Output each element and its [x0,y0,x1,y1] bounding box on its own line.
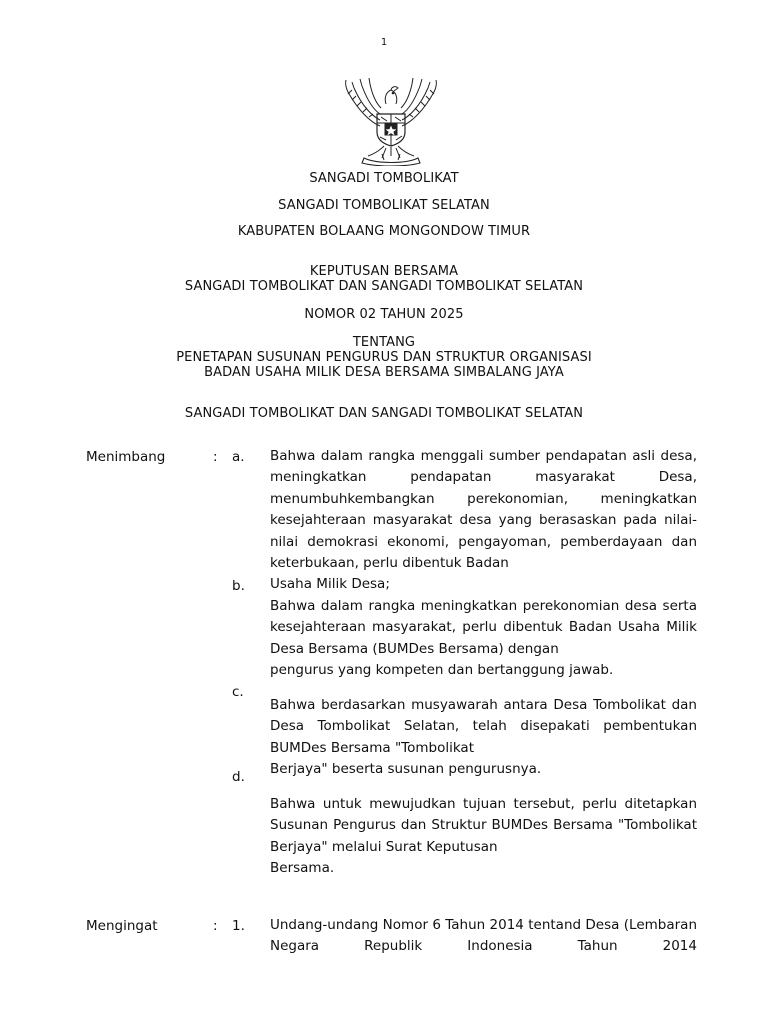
header-line-1: SANGADI TOMBOLIKAT [309,171,459,186]
decree-number: NOMOR 02 TAHUN 2025 [304,307,464,322]
item-marker-a: a. [232,449,245,465]
paragraph-line: Bersama "Tombolikat Berjaya" melalui Surat Keputusan [270,817,697,855]
paragraph-line: (Lembaran Negara Republik Indonesia Tahun 2014 [270,917,697,955]
menimbang-paragraph-d [270,794,697,901]
paragraph-line: ditetapkan Susunan Pengurus dan Struktur BUMDes [270,796,697,834]
item-marker-c: c. [232,684,244,700]
subject-line-1: PENETAPAN SUSUNAN PENGURUS DAN STRUKTUR ORGANISASI [176,350,592,365]
section-colon: : [213,918,218,934]
decree-subtitle: SANGADI TOMBOLIKAT DAN SANGADI TOMBOLIKAT SELATAN [184,279,584,294]
item-marker-d: d. [232,769,245,785]
section-label-menimbang: Menimbang [86,449,166,465]
paragraph-line: menumbuhkembangkan perekonomian, meningkatkan [270,490,697,507]
garuda-pancasila-emblem [340,74,442,166]
header-line-2: SANGADI TOMBOLIKAT SELATAN [278,198,490,213]
paragraph-line: Undang-undang Nomor 6 Tahun 2014 tentand Desa [270,917,620,933]
paragraph-line: disepakati pembentukan BUMDes Bersama "Tombolikat [270,718,697,756]
paragraph-line: Bahwa untuk mewujudkan tujuan tersebut, perlu [270,796,618,812]
mengingat-paragraph-1 [270,915,697,979]
header-line-3: KABUPATEN BOLAANG MONGONDOW TIMUR [237,224,531,239]
paragraph-line: Bahwa berdasarkan musyawarah antara Desa [270,697,588,713]
subject-line-2: BADAN USAHA MILIK DESA BERSAMA SIMBALANG JAYA [204,365,564,380]
paragraph-line: Bahwa dalam rangka meningkatkan perekonomian desa [270,598,658,614]
paragraph-line: pemberdayaan dan keterbukaan, perlu dibentuk Badan [270,533,697,572]
page-number: 1 [380,37,388,48]
paragraph-line: kesejahteraan masyarakat desa yang berasaskan pada [270,512,658,529]
decree-title: KEPUTUSAN BERSAMA [309,264,459,279]
about-heading: TENTANG [352,335,416,350]
paragraph-line: pengurus yang kompeten dan bertanggung jawab. [270,662,614,679]
paragraph-line: Usaha Milik Desa Bersama (BUMDes Bersama) dengan [270,619,697,657]
item-marker-1: 1. [232,918,245,934]
menimbang-paragraph-b [270,596,697,703]
section-colon: : [213,449,218,465]
paragraph-line: Usaha Milik Desa; [270,576,390,593]
item-marker-b: b. [232,578,245,594]
paragraph-line: Tombolikat dan Desa Tombolikat Selatan, telah [270,697,697,735]
paragraph-line: Bersama. [270,860,335,877]
paragraph-line: desa, meningkatkan pendapatan masyarakat Desa, [270,448,697,486]
menimbang-paragraph-a [270,446,697,617]
section-label-mengingat: Mengingat [86,918,158,934]
menimbang-paragraph-c [270,695,697,802]
paragraph-line: Berjaya" beserta susunan pengurusnya. [270,761,542,778]
paragraph-line: serta kesejahteraan masyarakat, perlu dibentuk Badan [270,598,697,636]
paragraph-line: nilai-nilai demokrasi ekonomi, pengayoman, [270,512,698,550]
issuer-line: SANGADI TOMBOLIKAT DAN SANGADI TOMBOLIKAT SELATAN [184,406,584,421]
paragraph-line: Bahwa dalam rangka menggali sumber pendapatan asli [270,448,656,464]
